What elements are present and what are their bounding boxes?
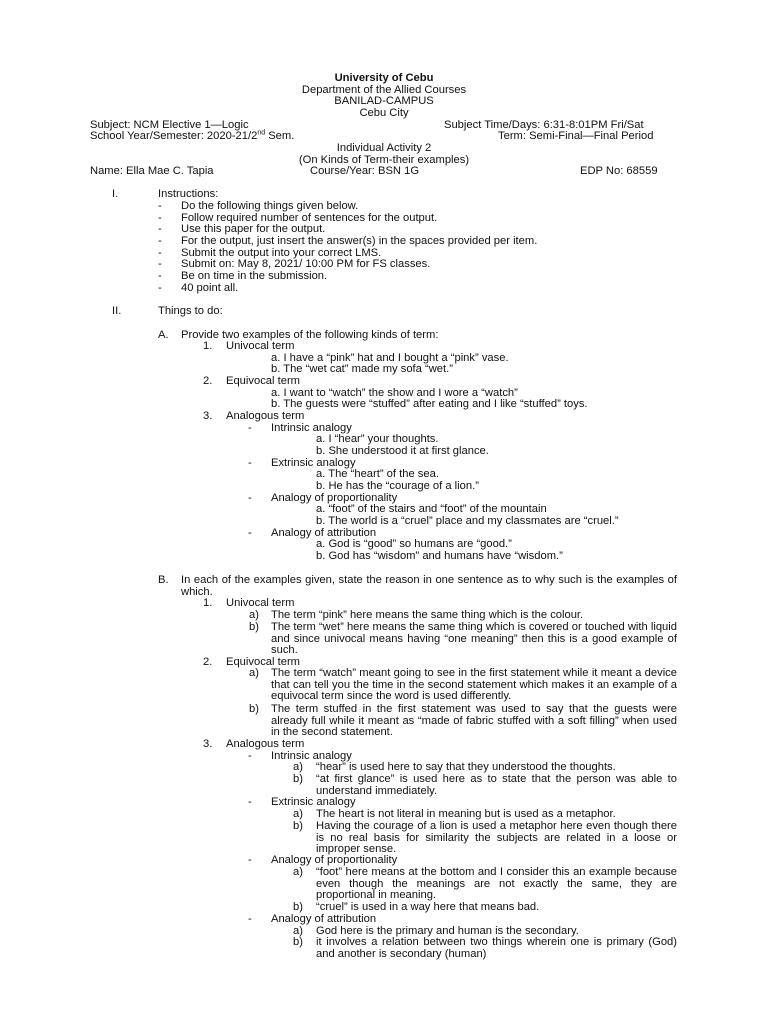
a-equivocal-heading: Equivocal term (226, 375, 300, 387)
b-reason-label: b) (293, 820, 303, 832)
department-name: Department of the Allied Courses (301, 84, 467, 96)
a-proportionality-heading: Analogy of proportionality (271, 492, 398, 504)
section-1-title: Instructions: (158, 188, 219, 200)
activity-subtitle: (On Kinds of Term-their examples) (298, 154, 470, 166)
part-a-text: Provide two examples of the following kinds of term: (181, 329, 439, 341)
a-analogous-heading: Analogous term (226, 410, 305, 422)
b-reason-label: a) (293, 761, 303, 773)
a-attribution-example-b: b. God has “wisdom” and humans have “wisdom.” (316, 550, 563, 562)
a-proportionality-example-a: a. “foot” of the stairs and “foot” of the mountain (316, 503, 547, 515)
b-reason-label: b) (249, 703, 259, 715)
student-name: Name: Ella Mae C. Tapia (90, 165, 214, 177)
course-year: Course/Year: BSN 1G (310, 165, 420, 177)
b-reason-label: a) (249, 667, 259, 679)
instruction-dash: - (158, 258, 162, 270)
a-univocal-example-b: b. The “wet cat” made my sofa “wet.” (271, 363, 453, 375)
instruction-item: Submit on: May 8, 2021/ 10:00 PM for FS classes. (181, 258, 431, 270)
sub-dash: - (248, 913, 252, 925)
instruction-dash: - (158, 270, 162, 282)
b-extrinsic-reason-b: Having the courage of a lion is used a metaphor here even though there is no real basis for similarity the subjects are related in a loose or improper sense. (316, 820, 677, 856)
b-analogous-num: 3. (203, 738, 213, 750)
b-equivocal-num: 2. (203, 656, 213, 668)
b-equivocal-heading: Equivocal term (226, 656, 300, 668)
a-intrinsic-example-b: b. She understood it at first glance. (316, 445, 489, 457)
subject-line: Subject: NCM Elective 1—Logic (90, 119, 249, 131)
school-year-line: School Year/Semester: 2020-21/2nd Sem. (90, 129, 295, 142)
a-intrinsic-heading: Intrinsic analogy (271, 422, 352, 434)
instruction-dash: - (158, 247, 162, 259)
b-reason-label: a) (249, 609, 259, 621)
b-proportionality-reason-b: “cruel” is used in a way here that means bad. (316, 901, 540, 913)
b-reason-label: b) (293, 901, 303, 913)
a-univocal-num: 1. (203, 340, 213, 352)
instruction-item: Follow required number of sentences for the output. (181, 212, 438, 224)
b-attribution-heading: Analogy of attribution (271, 913, 377, 925)
b-univocal-heading: Univocal term (226, 597, 295, 609)
a-intrinsic-example-a: a. I “hear” your thoughts. (316, 433, 439, 445)
a-analogous-num: 3. (203, 410, 213, 422)
instruction-dash: - (158, 223, 162, 235)
b-proportionality-heading: Analogy of proportionality (271, 854, 398, 866)
subject-time-line: Subject Time/Days: 6:31-8:01PM Fri/Sat (444, 119, 644, 131)
b-intrinsic-heading: Intrinsic analogy (271, 750, 352, 762)
instruction-item: 40 point all. (181, 282, 239, 294)
a-extrinsic-heading: Extrinsic analogy (271, 457, 356, 469)
b-reason-label: b) (293, 936, 303, 948)
b-reason-label: a) (293, 925, 303, 937)
sub-dash: - (248, 422, 252, 434)
instruction-item: Use this paper for the output. (181, 223, 326, 235)
b-reason-label: b) (293, 773, 303, 785)
section-2-number: II. (112, 305, 122, 317)
a-proportionality-example-b: b. The world is a “cruel” place and my classmates are “cruel.” (316, 515, 619, 527)
b-reason-label: a) (293, 808, 303, 820)
a-extrinsic-example-b: b. He has the “courage of a lion.” (316, 480, 479, 492)
b-univocal-reason-b: The term “wet” here means the same thing which is covered or touched with liquid and since univocal means having “one meaning” then this is a good example of such. (271, 621, 677, 657)
sub-dash: - (248, 750, 252, 762)
university-name: University of Cebu (334, 72, 434, 84)
sub-dash: - (248, 457, 252, 469)
b-equivocal-reason-b: The term stuffed in the first statement was used to say that the guests were already full while it meant as “made of fabric stuffed with a soft filling” when used in the second statement. (271, 703, 677, 739)
part-a-letter: A. (158, 329, 169, 341)
b-extrinsic-heading: Extrinsic analogy (271, 796, 356, 808)
activity-title: Individual Activity 2 (336, 142, 432, 154)
sub-dash: - (248, 796, 252, 808)
a-attribution-heading: Analogy of attribution (271, 527, 377, 539)
b-attribution-reason-b: it involves a relation between two things wherein one is primary (God) and another is secondary (human) (316, 936, 677, 960)
instruction-item: Do the following things given below. (181, 200, 359, 212)
b-equivocal-reason-a: The term “watch” meant going to see in the first statement while it meant a device that can tell you the time in the second statement which makes it an example of a equivocal term since the word is used differently. (271, 667, 677, 703)
section-1-number: I. (112, 188, 119, 200)
a-attribution-example-a: a. God is “good” so humans are “good.” (316, 538, 512, 550)
instruction-dash: - (158, 235, 162, 247)
sub-dash: - (248, 492, 252, 504)
a-univocal-heading: Univocal term (226, 340, 295, 352)
a-equivocal-example-a: a. I want to “watch” the show and I wore a “watch” (271, 387, 518, 399)
b-intrinsic-reason-a: “hear” is used here to say that they understood the thoughts. (316, 761, 616, 773)
b-attribution-reason-a: God here is the primary and human is the secondary. (316, 925, 579, 937)
instruction-item: For the output, just insert the answer(s) in the spaces provided per item. (181, 235, 538, 247)
a-equivocal-num: 2. (203, 375, 213, 387)
b-univocal-num: 1. (203, 597, 213, 609)
instruction-dash: - (158, 282, 162, 294)
b-extrinsic-reason-a: The heart is not literal in meaning but is used as a metaphor. (316, 808, 616, 820)
part-b-letter: B. (158, 574, 169, 586)
b-reason-label: a) (293, 866, 303, 878)
a-extrinsic-example-a: a. The “heart” of the sea. (316, 468, 439, 480)
instruction-item: Be on time in the submission. (181, 270, 328, 282)
instruction-item: Submit the output into your correct LMS. (181, 247, 382, 259)
b-analogous-heading: Analogous term (226, 738, 305, 750)
sub-dash: - (248, 527, 252, 539)
campus-name: BANILAD-CAMPUS (334, 95, 434, 107)
a-univocal-example-a: a. I have a “pink” hat and I bought a “pink” vase. (271, 352, 509, 364)
a-equivocal-example-b: b. The guests were “stuffed” after eating and I like “stuffed” toys. (271, 398, 588, 410)
city-name: Cebu City (359, 107, 409, 119)
instruction-dash: - (158, 200, 162, 212)
edp-number: EDP No: 68559 (580, 165, 658, 177)
b-intrinsic-reason-b: “at first glance” is used here as to state that the person was able to understand immediately. (316, 773, 677, 797)
b-univocal-reason-a: The term “pink” here means the same thing which is the colour. (271, 609, 584, 621)
instruction-dash: - (158, 212, 162, 224)
section-2-title: Things to do: (158, 305, 223, 317)
b-proportionality-reason-a: “foot” here means at the bottom and I consider this an example because even though the meanings are not exactly the same, they are proportional in meaning. (316, 866, 677, 902)
term-line: Term: Semi-Final—Final Period (498, 130, 654, 142)
sub-dash: - (248, 854, 252, 866)
part-b-text: In each of the examples given, state the reason in one sentence as to why such is the examples of which. (181, 574, 677, 598)
b-reason-label: b) (249, 621, 259, 633)
